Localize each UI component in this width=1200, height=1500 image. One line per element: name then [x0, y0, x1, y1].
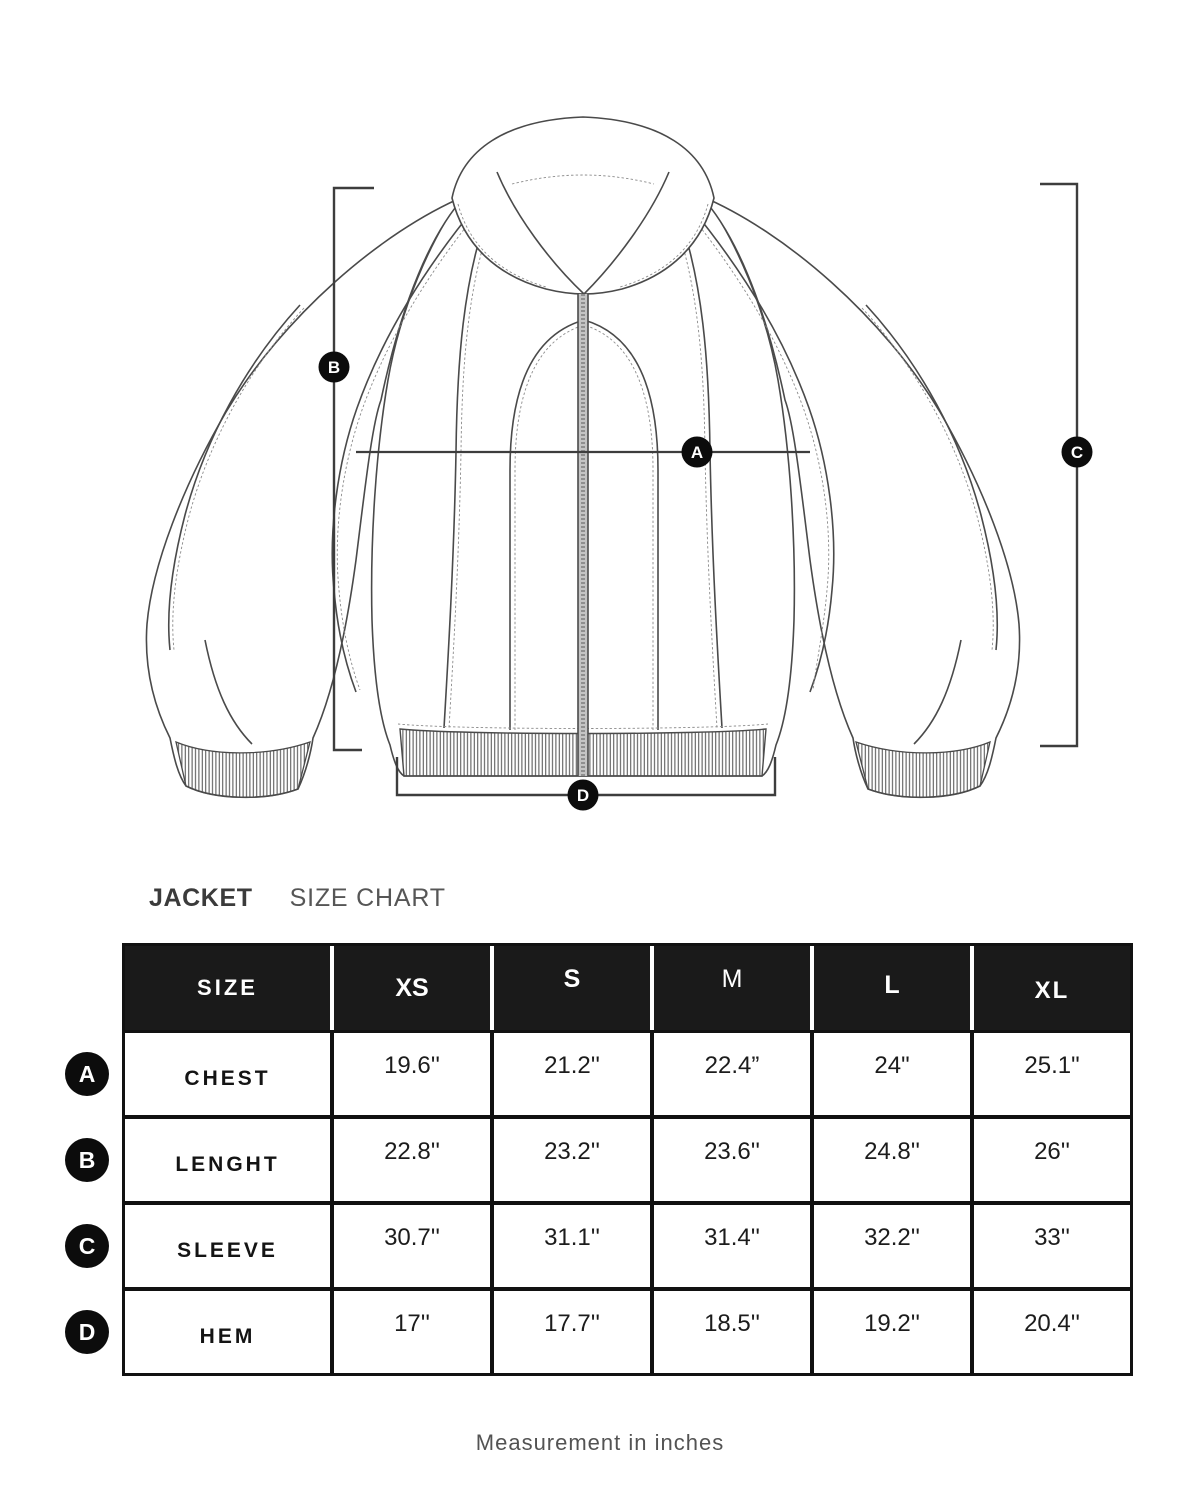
measurement-value-cell	[974, 1291, 1130, 1373]
measurement-value: 22.8''	[384, 1138, 440, 1165]
column-header-text: XL	[1034, 977, 1070, 1004]
measurement-value: 18.5''	[704, 1310, 760, 1337]
measurement-value: 30.7''	[384, 1224, 440, 1251]
measurement-value-cell	[814, 1119, 970, 1201]
measurement-value-cell	[334, 1205, 490, 1287]
size-table-body	[122, 1030, 1133, 1376]
marker-c-label: C	[1070, 443, 1084, 462]
measurement-value-cell	[814, 1205, 970, 1287]
row-marker-circle: C	[65, 1224, 109, 1268]
measurement-value: 24.8''	[864, 1138, 920, 1165]
measurement-value: 21.2''	[544, 1052, 600, 1079]
measurement-value: 22.4”	[704, 1052, 760, 1079]
measurement-value-cell	[494, 1033, 650, 1115]
column-header	[334, 946, 490, 1030]
column-header-text: S	[563, 964, 581, 993]
measurement-value-cell	[974, 1205, 1130, 1287]
column-header-text: XS	[395, 973, 429, 1002]
row-label-text: LENGHT	[175, 1153, 280, 1176]
column-header	[125, 946, 330, 1030]
measurement-value-cell	[974, 1119, 1130, 1201]
measurement-value: 17''	[394, 1310, 430, 1337]
measurement-value: 19.6''	[384, 1052, 440, 1079]
measurement-value-cell	[654, 1291, 810, 1373]
measurement-value-cell	[334, 1291, 490, 1373]
measurement-value-cell	[334, 1119, 490, 1201]
measurement-value: 24"	[874, 1052, 910, 1079]
row-label-cell	[125, 1119, 330, 1201]
measurement-note: Measurement in inches	[475, 1430, 725, 1455]
zipper	[578, 294, 588, 776]
measurement-value: 17.7''	[544, 1310, 600, 1337]
measurement-value-cell	[814, 1033, 970, 1115]
marker-d-label: D	[576, 786, 590, 805]
measurement-value: 25.1"	[1024, 1052, 1080, 1079]
measurement-value: 19.2''	[864, 1310, 920, 1337]
measurement-value: 31.4''	[704, 1224, 760, 1251]
measurement-value-cell	[654, 1033, 810, 1115]
measurement-value: 26''	[1034, 1138, 1070, 1165]
measurement-value-cell	[494, 1291, 650, 1373]
row-marker-circle: B	[65, 1138, 109, 1182]
column-header	[814, 946, 970, 1030]
measurement-value: 20.4''	[1024, 1310, 1080, 1337]
row-label-text: SLEEVE	[177, 1239, 278, 1262]
column-header-text: M	[721, 964, 743, 993]
marker-a-label: A	[690, 443, 704, 462]
measurement-value: 33''	[1034, 1224, 1070, 1251]
size-table	[122, 943, 1133, 1376]
column-header	[974, 946, 1130, 1030]
row-label-text: HEM	[199, 1325, 256, 1348]
measurement-value-cell	[494, 1205, 650, 1287]
measurement-value-cell	[974, 1033, 1130, 1115]
measurement-value-cell	[494, 1119, 650, 1201]
row-marker-circle: D	[65, 1310, 109, 1354]
row-label-cell	[125, 1205, 330, 1287]
measurement-value: 32.2''	[864, 1224, 920, 1251]
marker-b-label: B	[327, 358, 341, 377]
measurement-value: 23.6''	[704, 1138, 760, 1165]
brand-label: JACKET	[149, 884, 253, 912]
measurement-value-cell	[654, 1205, 810, 1287]
row-label-cell	[125, 1033, 330, 1115]
chart-title	[149, 884, 446, 913]
column-header	[654, 946, 810, 1030]
row-label-cell	[125, 1291, 330, 1373]
measurement-value: 23.2''	[544, 1138, 600, 1165]
row-label-text: CHEST	[184, 1067, 271, 1090]
size-table-header	[122, 943, 1133, 1030]
measurement-value-cell	[814, 1291, 970, 1373]
measurement-value: 31.1''	[544, 1224, 600, 1251]
chart-subtitle: SIZE CHART	[289, 884, 446, 912]
measurement-value-cell	[654, 1119, 810, 1201]
column-header-text: SIZE	[197, 975, 258, 1000]
measurement-value-cell	[334, 1033, 490, 1115]
column-header	[494, 946, 650, 1030]
measurement-c	[1040, 184, 1093, 746]
row-marker-circle: A	[65, 1052, 109, 1096]
column-header-text: L	[884, 970, 900, 999]
